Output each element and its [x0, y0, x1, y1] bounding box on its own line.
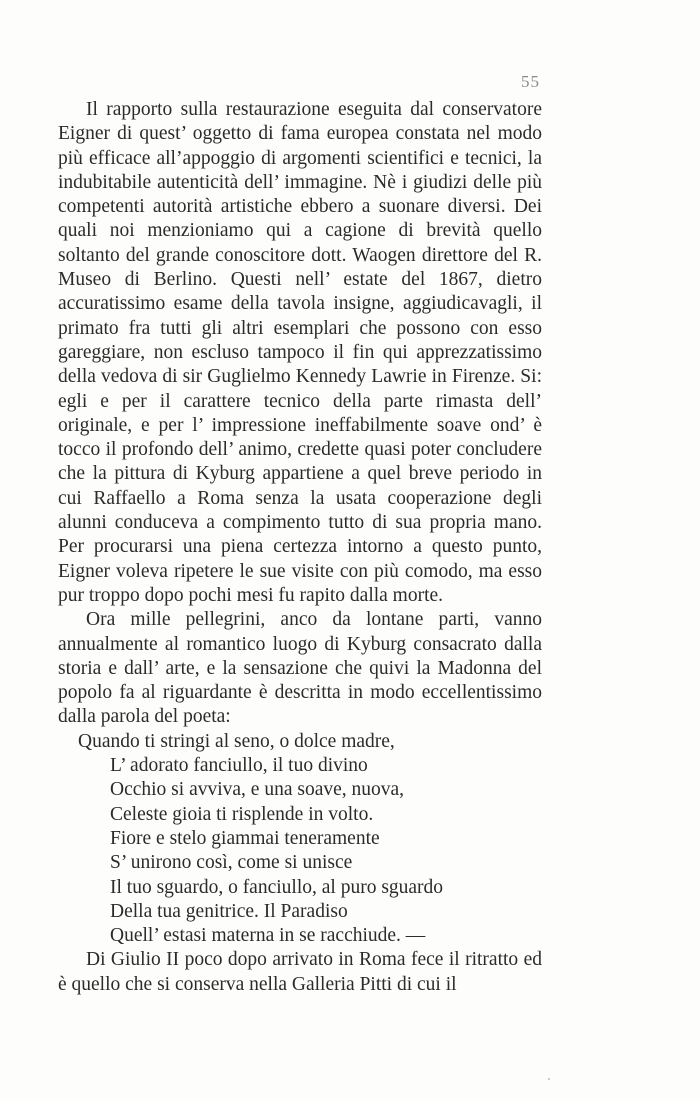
- verse-line: Fiore e stelo giammai teneramente: [110, 827, 380, 849]
- verse-line: Quando ti stringi al seno, o dolce madre,: [78, 730, 395, 752]
- paper-speck: [548, 1078, 550, 1080]
- paragraph-restoration-report: Il rapporto sulla restaurazione eseguita dal conservatore Eigner di quest’ oggetto di fama europea constata nel modo più efficace all’appoggio di argomenti scientifici e tecnici, la indubitabile autenticità dell’ immagine. Nè i giudizi delle più competenti autorità artistiche ebbero a suonare diversi. Dei quali noi menzioniamo qui a cagione di brevità quello soltanto del grande conoscitore dott. Waogen direttore del R. Museo di Berlino. Questi nell’ estate del 1867, dietro accuratissimo esame della tavola insigne, aggiudicavagli, il primato fra tutti gli altri esemplari che possono con esso gareggiare, non escluso tampoco il fin qui apprezzatissimo della vedova di sir Guglielmo Kennedy Lawrie in Firenze. Si: egli e per il carattere tecnico della parte rimasta dell’ originale, e per l’ impressione ineffabilmente soave ond’ è tocco il profondo dell’ animo, credette quasi poter concludere che la pittura di Kyburg appartiene a quel breve periodo in cui Raffaello a Roma senza la usata cooperazione degli alunni conduceva a compimento tutto di sua propria mano. Per procurarsi una piena certezza intorno a questo punto, Eigner voleva ripetere le sue visite con più comodo, ma esso pur troppo dopo pochi mesi fu rapito dalla morte.: [58, 99, 542, 606]
- verse-line: S’ unirono così, come si unisce: [110, 852, 353, 874]
- verse-line: L’ adorato fanciullo, il tuo divino: [110, 755, 368, 777]
- body-text: [58, 98, 542, 997]
- verse-line: Celeste gioia ti risplende in volto.: [110, 803, 374, 825]
- page-number: 55: [521, 72, 540, 91]
- verse-line: Occhio si avviva, e una soave, nuova,: [110, 779, 405, 801]
- poem-verse: [58, 730, 542, 949]
- verse-line: Quell’ estasi materna in se racchiude. —: [110, 925, 426, 947]
- paragraph-giulio: Di Giulio II poco dopo arrivato in Roma fece il ritratto ed è quello che si conserva nella Galleria Pitti di cui il: [58, 949, 542, 995]
- verse-line: Della tua genitrice. Il Paradiso: [110, 900, 348, 922]
- paragraph-pilgrims: Ora mille pellegrini, anco da lontane parti, vanno annualmente al romantico luogo di Kyburg consacrato dalla storia e dall’ arte, e la sensazione che quivi la Madonna del popolo fa al riguardante è descritta in modo eccellentissimo dalla parola del poeta:: [58, 609, 542, 728]
- verse-line: Il tuo sguardo, o fanciullo, al puro sguardo: [110, 876, 444, 898]
